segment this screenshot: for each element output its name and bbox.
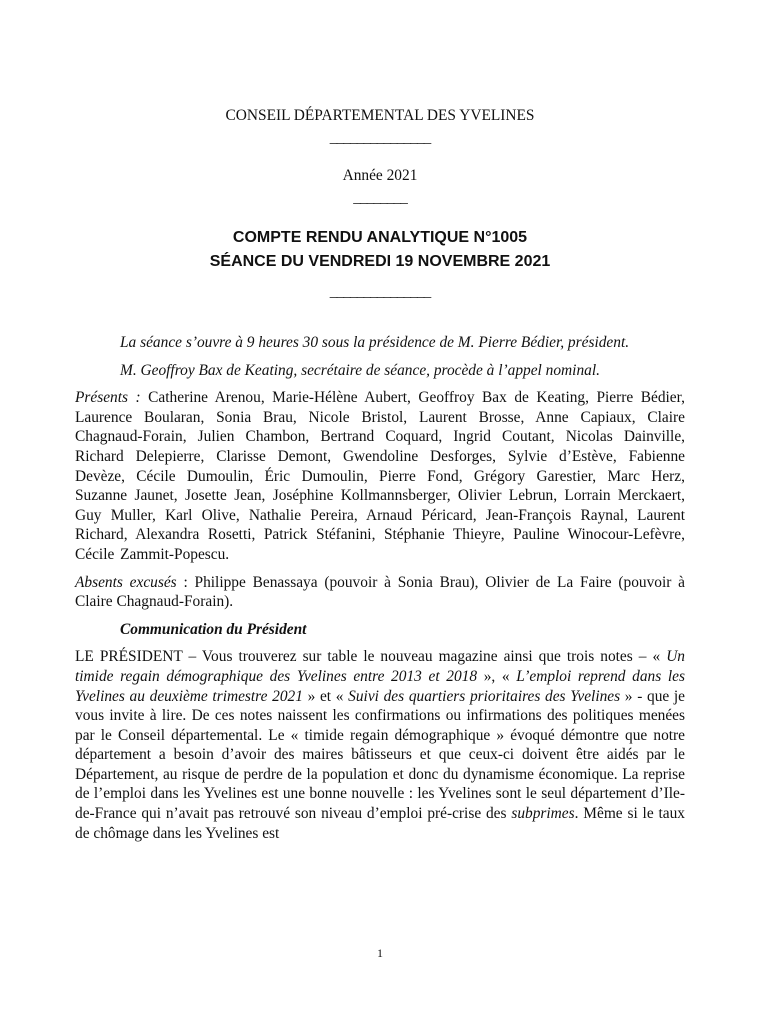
separator-rule: _______________ [329, 129, 431, 146]
presents-names: Catherine Arenou, Marie-Hélène Aubert, Geoffroy Bax de Keating, Pierre Bédier, Laurence Boularan, Sonia Brau, Nicole Bristol, Laurent Brosse, Anne Capiaux, Claire Chagnaud-Forain, Julien Chambon, Bertrand Coquard, Ingrid Coutant, Nicolas Dainville, Richard Delepierre, Clarisse Demont, Gwendoline Desforges, Sylvie d’Estève, Fabienne Devèze, Cécile Dumoulin, Éric Dumoulin, Pierre Fond, Grégory Garestier, Marc Herz, Suzanne Jaunet, Josette Jean, Joséphine Kollmannsberger, Olivier Lebrun, Lorrain Merckaert, Guy Muller, Karl Olive, Nathalie Pereira, Arnaud Péricard, Jean-François Raynal, Laurent Richard, Alexandra Rosetti, Patrick Stéfanini, Stéphanie Thieyre, Pauline Winocour-Lefèvre, Cécile Zammit-Popescu. [75, 389, 685, 563]
report-title-line1: COMPTE RENDU ANALYTIQUE N°1005 [232, 229, 528, 246]
note-title: Suivi des quartiers prioritaires des Yvelines [348, 687, 621, 705]
opening-paragraph: La séance s’ouvre à 9 heures 30 sous la présidence de M. Pierre Bédier, président. [120, 334, 630, 351]
note-title: Un timide regain démographique des Yvelines entre 2013 et 2018 [75, 648, 685, 685]
roll-call-paragraph: M. Geoffroy Bax de Keating, secrétaire de séance, procède à l’appel nominal. [120, 361, 600, 379]
president-text: » - que je vous invite à lire. De ces notes naissent les confirmations ou infirmations des politiques menées par le Conseil départemental. Le « timide regain démographique » évoqué démontre que notre département a besoin d’avoir des maires bâtisseurs et que ceux-ci doivent être aidés par le Département, au risque de perdre de la population et donc du dynamisme économique. La reprise de l’emploi dans les Yvelines est une bonne nouvelle : les Yvelines sont le seul département d’Ile-de-France qui n’avait pas retrouvé son niveau d’emploi pré-crise des [75, 687, 686, 823]
section-heading: Communication du Président [120, 620, 307, 638]
separator-rule: _______________ [329, 283, 431, 300]
separator-rule: ________ [353, 189, 407, 206]
presents-paragraph [75, 388, 685, 564]
report-title [75, 226, 685, 274]
document-body [75, 333, 685, 843]
president-text: », « [477, 667, 517, 685]
note-title: L’emploi reprend dans les Yvelines au deuxième trimestre 2021 [75, 667, 685, 705]
document-page [75, 0, 685, 1024]
year-label: Année 2021 [342, 167, 418, 184]
absents-text: : Philippe Benassaya (pouvoir à Sonia Brau), Olivier de La Faire (pouvoir à Claire Chagnaud-Forain). [75, 573, 685, 611]
president-text: » et « [302, 687, 349, 705]
absents-label: Absents excusés [75, 573, 177, 591]
report-title-line2: SÉANCE DU VENDREDI 19 NOVEMBRE 2021 [209, 253, 551, 270]
president-text: . Même si le taux de chômage dans les Yvelines est [75, 805, 685, 842]
president-paragraph [75, 647, 685, 843]
president-text: LE PRÉSIDENT – Vous trouverez sur table le nouveau magazine ainsi que trois notes – « [75, 648, 667, 666]
absents-paragraph [75, 573, 685, 612]
italic-term: subprimes [511, 805, 575, 823]
presents-label: Présents : [75, 389, 141, 407]
page-number: 1 [377, 946, 383, 960]
org-heading: CONSEIL DÉPARTEMENTAL DES YVELINES [225, 107, 535, 124]
